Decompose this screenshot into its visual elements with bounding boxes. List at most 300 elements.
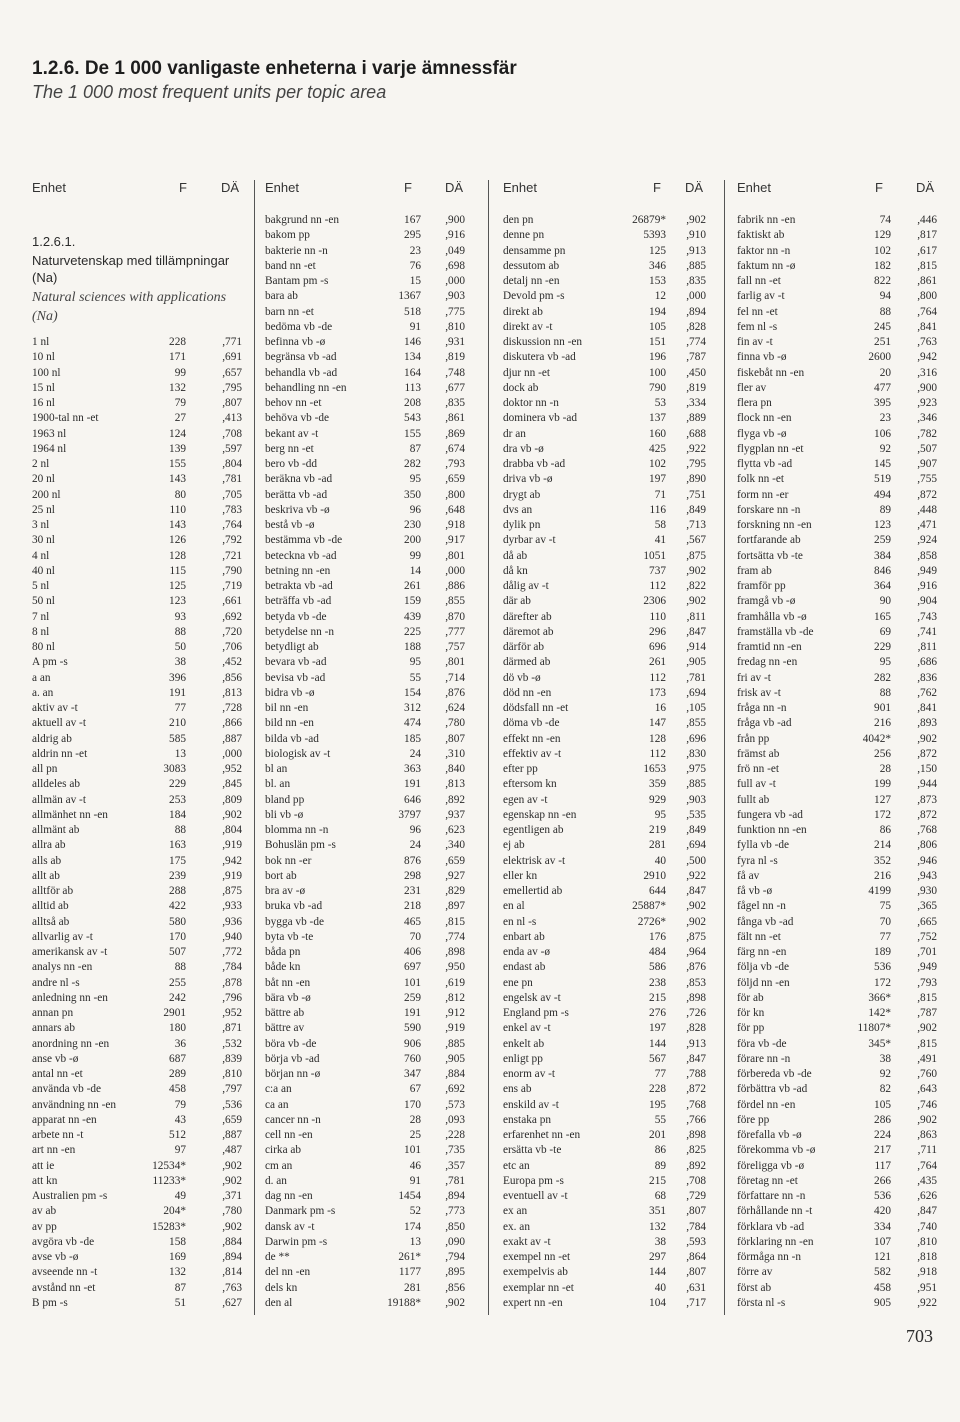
entry-row: [725, 1265, 937, 1280]
entry-word: ca an: [265, 1098, 289, 1111]
entry-frequency: 219: [649, 824, 666, 836]
entry-dispersion: ,000: [445, 275, 465, 287]
entry-frequency: 582: [874, 1266, 891, 1279]
entry-word: fyra nl -s: [737, 854, 778, 867]
entry-frequency: 191: [169, 686, 186, 699]
entry-dispersion: ,916: [917, 580, 937, 592]
entry-word: dylik pn: [503, 519, 541, 531]
entry-dispersion: ,818: [917, 1251, 937, 1263]
entry-word: betydligt ab: [265, 641, 319, 653]
entry-frequency: 214: [874, 839, 891, 852]
entry-dispersion: ,766: [686, 1113, 706, 1126]
entry-row: [725, 838, 937, 853]
entry-dispersion: ,346: [917, 412, 937, 425]
entry-dispersion: ,952: [222, 1007, 242, 1019]
entry-word: dock ab: [503, 381, 539, 394]
entry-frequency: 125: [649, 244, 666, 257]
entry-list: [725, 213, 937, 1311]
entry-dispersion: ,918: [917, 1266, 937, 1279]
entry-row: [255, 1189, 475, 1204]
entry-frequency: 24: [409, 839, 421, 852]
entry-dispersion: ,717: [686, 1296, 706, 1309]
entry-row: [255, 366, 475, 381]
entry-word: fram ab: [737, 564, 772, 577]
entry-row: [489, 1021, 717, 1036]
entry-word: 5 nl: [32, 580, 50, 592]
entry-row: [725, 228, 937, 243]
entry-frequency: 67: [409, 1083, 421, 1096]
entry-frequency: 175: [169, 854, 186, 867]
entry-word: av ab: [32, 1205, 57, 1218]
entry-frequency: 12: [654, 290, 666, 303]
entry-dispersion: ,783: [222, 503, 242, 516]
entry-word: dr an: [503, 427, 526, 440]
entry-row: [255, 1006, 475, 1021]
entry-dispersion: ,933: [222, 900, 242, 913]
entry-frequency: 590: [404, 1022, 421, 1035]
entry-word: betning nn -en: [265, 564, 331, 577]
entry-row: [725, 610, 937, 625]
entry-frequency: 132: [169, 381, 186, 394]
entry-frequency: 143: [169, 519, 186, 531]
entry-word: bekant av -t: [265, 427, 319, 440]
entry-word: 200 nl: [32, 488, 61, 501]
entry-row: [255, 396, 475, 411]
entry-row: [30, 503, 242, 518]
entry-word: dödsfall nn -et: [503, 702, 569, 714]
entry-word: alltid ab: [32, 900, 69, 913]
entry-row: [255, 747, 475, 762]
entry-row: [30, 808, 242, 823]
entry-word: fabrik nn -en: [737, 214, 796, 226]
entry-dispersion: ,726: [686, 1007, 706, 1019]
entry-dispersion: ,781: [222, 473, 242, 486]
entry-frequency: 176: [649, 930, 666, 943]
entry-row: [725, 655, 937, 670]
entry-dispersion: ,917: [445, 534, 465, 547]
entry-dispersion: ,694: [686, 839, 706, 852]
entry-word: exemplar nn -et: [503, 1281, 574, 1294]
entry-dispersion: ,847: [686, 625, 706, 638]
entry-word: fråga vb -ad: [737, 717, 792, 730]
entry-dispersion: ,817: [917, 229, 937, 242]
entry-row: [725, 472, 937, 487]
entry-word: bakom pp: [265, 229, 310, 242]
entry-row: [725, 976, 937, 991]
entry-frequency: 129: [874, 229, 891, 242]
entry-dispersion: ,861: [917, 275, 937, 287]
entry-frequency: 543: [404, 412, 421, 425]
header-unit: Enhet: [265, 180, 299, 195]
entry-dispersion: ,864: [686, 1251, 706, 1263]
entry-word: frö nn -et: [737, 763, 780, 775]
entry-dispersion: ,795: [222, 381, 242, 394]
entry-row: [255, 427, 475, 442]
entry-dispersion: ,626: [917, 1190, 937, 1202]
entry-row: [489, 869, 717, 884]
entry-row: [30, 549, 242, 564]
entry-word: c:a an: [265, 1083, 292, 1096]
entry-dispersion: ,371: [222, 1190, 242, 1202]
section-title-en: Natural sciences with applications (Na): [32, 290, 227, 324]
entry-row: [489, 960, 717, 975]
entry-frequency: 43: [174, 1113, 186, 1126]
entry-word: frisk av -t: [737, 686, 781, 699]
entry-row: [725, 1281, 937, 1296]
entry-dispersion: ,952: [222, 763, 242, 775]
entry-dispersion: ,898: [686, 1129, 706, 1141]
entry-dispersion: ,878: [222, 976, 242, 989]
entry-frequency: 142*: [868, 1007, 891, 1019]
entry-word: behandla vb -ad: [265, 366, 338, 379]
entry-row: [489, 488, 717, 503]
entry-frequency: 144: [649, 1037, 666, 1050]
header-unit: Enhet: [737, 180, 771, 195]
entry-word: flock nn -en: [737, 412, 792, 425]
entry-dispersion: ,774: [686, 336, 706, 348]
entry-frequency: 363: [404, 763, 421, 775]
entry-row: [489, 1037, 717, 1052]
entry-word: flyga vb -ø: [737, 427, 787, 440]
entry-dispersion: ,705: [222, 488, 242, 501]
entry-dispersion: ,748: [445, 366, 465, 379]
entry-frequency: 229: [874, 641, 891, 653]
entry-dispersion: ,804: [222, 824, 242, 836]
entry-dispersion: ,093: [445, 1113, 465, 1126]
entry-frequency: 80: [174, 488, 186, 501]
entry-frequency: 230: [404, 519, 421, 531]
entry-frequency: 110: [649, 610, 666, 623]
entry-frequency: 281: [404, 1281, 421, 1294]
entry-row: [30, 1265, 242, 1280]
entry-row: [255, 1037, 475, 1052]
entry-word: enstaka pn: [503, 1113, 551, 1126]
entry-row: [725, 1067, 937, 1082]
entry-frequency: 74: [879, 214, 891, 226]
entry-frequency: 295: [404, 229, 421, 242]
entry-row: [725, 213, 937, 228]
entry-frequency: 194: [649, 305, 666, 318]
entry-frequency: 384: [874, 549, 891, 562]
entry-frequency: 687: [169, 1052, 186, 1065]
entry-word: betyda vb -de: [265, 610, 327, 623]
entry-word: förklara vb -ad: [737, 1220, 805, 1233]
entry-word: framtid nn -en: [737, 641, 802, 653]
entry-dispersion: ,806: [917, 839, 937, 852]
entry-dispersion: ,946: [917, 854, 937, 867]
entry-frequency: 89: [879, 503, 891, 516]
entry-dispersion: ,902: [686, 595, 706, 608]
entry-dispersion: ,755: [917, 473, 937, 486]
entry-dispersion: ,692: [222, 610, 242, 623]
entry-row: [725, 503, 937, 518]
entry-frequency: 347: [404, 1068, 421, 1080]
entry-row: [725, 671, 937, 686]
entry-row: [30, 915, 242, 930]
entry-row: [255, 1143, 475, 1158]
entry-word: fem nl -s: [737, 320, 778, 333]
entry-dispersion: ,780: [222, 1205, 242, 1218]
entry-word: 8 nl: [32, 625, 50, 638]
entry-frequency: 46: [409, 1159, 421, 1172]
entry-frequency: 905: [874, 1296, 891, 1309]
entry-frequency: 132: [649, 1220, 666, 1233]
entry-row: [489, 701, 717, 716]
entry-row: [489, 610, 717, 625]
entry-row: [725, 594, 937, 609]
entry-row: [489, 1098, 717, 1113]
column-3: [488, 180, 717, 1315]
entry-frequency: 334: [874, 1220, 891, 1233]
entry-frequency: 87: [174, 1281, 186, 1294]
entry-word: drygt ab: [503, 488, 541, 501]
entry-word: enkel av -t: [503, 1022, 551, 1035]
entry-dispersion: ,872: [686, 1083, 706, 1096]
entry-frequency: 27: [174, 412, 186, 425]
entry-dispersion: ,835: [686, 275, 706, 287]
entry-word: 20 nl: [32, 473, 55, 486]
entry-frequency: 5393: [643, 229, 666, 242]
entry-frequency: 197: [649, 1022, 666, 1035]
entry-word: befinna vb -ø: [265, 336, 326, 348]
entry-dispersion: ,764: [917, 305, 937, 318]
entry-dispersion: ,365: [917, 900, 937, 913]
entry-word: exakt av -t: [503, 1235, 551, 1248]
entry-row: [489, 1128, 717, 1143]
entry-frequency: 96: [409, 824, 421, 836]
entry-word: beskriva vb -ø: [265, 503, 330, 516]
entry-row: [489, 274, 717, 289]
entry-word: för pp: [737, 1022, 765, 1035]
entry-row: [30, 518, 242, 533]
entry-word: behöva vb -de: [265, 412, 329, 425]
entry-word: bära vb -ø: [265, 991, 311, 1004]
entry-row: [489, 671, 717, 686]
entry-frequency: 259: [874, 534, 891, 547]
entry-frequency: 218: [404, 900, 421, 913]
entry-dispersion: ,000: [445, 564, 465, 577]
entry-frequency: 124: [169, 427, 186, 440]
entry-row: [725, 533, 937, 548]
entry-frequency: 165: [874, 610, 891, 623]
entry-row: [255, 884, 475, 899]
page-subheading: The 1 000 most frequent units per topic area: [32, 82, 387, 102]
entry-frequency: 121: [874, 1251, 891, 1263]
entry-frequency: 55: [409, 671, 421, 684]
entry-frequency: 519: [874, 473, 891, 486]
entry-row: [489, 686, 717, 701]
entry-frequency: 99: [174, 366, 186, 379]
entry-dispersion: ,902: [445, 1296, 465, 1309]
entry-word: England pm -s: [503, 1007, 569, 1019]
entry-dispersion: ,923: [917, 397, 937, 409]
entry-frequency: 346: [649, 259, 666, 272]
entry-frequency: 126: [169, 534, 186, 547]
entry-dispersion: ,942: [917, 351, 937, 364]
entry-frequency: 146: [404, 336, 421, 348]
entry-frequency: 208: [404, 397, 421, 409]
entry-frequency: 158: [169, 1235, 186, 1248]
entry-row: [30, 335, 242, 350]
entry-row: [30, 747, 242, 762]
entry-row: [489, 381, 717, 396]
entry-dispersion: ,951: [917, 1281, 937, 1294]
entry-word: alltför ab: [32, 885, 74, 897]
entry-row: [255, 1204, 475, 1219]
entry-frequency: 70: [879, 915, 891, 928]
entry-dispersion: ,870: [445, 610, 465, 623]
entry-dispersion: ,916: [445, 229, 465, 242]
entry-frequency: 196: [649, 351, 666, 364]
title-block: [32, 58, 517, 103]
entry-word: djur nn -et: [503, 366, 551, 379]
entry-dispersion: ,919: [222, 839, 242, 852]
entry-row: [489, 244, 717, 259]
entry-frequency: 127: [874, 793, 891, 806]
entry-frequency: 24: [409, 747, 421, 760]
entry-row: [255, 335, 475, 350]
entry-frequency: 172: [874, 976, 891, 989]
entry-word: förekomma vb -ø: [737, 1144, 816, 1157]
entry-dispersion: ,800: [917, 290, 937, 303]
entry-row: [30, 1128, 242, 1143]
entry-frequency: 105: [874, 1098, 891, 1111]
entry-dispersion: ,711: [917, 1144, 937, 1157]
entry-row: [725, 915, 937, 930]
entry-row: [255, 945, 475, 960]
entry-dispersion: ,943: [917, 869, 937, 882]
entry-dispersion: ,889: [686, 412, 706, 425]
entry-frequency: 697: [404, 961, 421, 974]
entry-word: bestå vb -ø: [265, 519, 315, 531]
entry-frequency: 40: [654, 1281, 666, 1294]
entry-frequency: 23: [409, 244, 421, 257]
entry-row: [30, 1113, 242, 1128]
entry-word: 15 nl: [32, 381, 55, 394]
entry-frequency: 132: [169, 1266, 186, 1279]
column-header: [489, 180, 717, 196]
entry-word: cirka ab: [265, 1144, 302, 1157]
entry-frequency: 298: [404, 869, 421, 882]
entry-word: aktiv av -t: [32, 702, 78, 714]
entry-dispersion: ,764: [917, 1159, 937, 1172]
entry-word: att ie: [32, 1159, 55, 1172]
entry-dispersion: ,918: [445, 519, 465, 531]
entry-word: Europa pm -s: [503, 1174, 564, 1187]
entry-frequency: 128: [649, 732, 666, 745]
entry-word: faktiskt ab: [737, 229, 785, 242]
entry-frequency: 41: [654, 534, 666, 547]
entry-dispersion: ,797: [222, 1083, 242, 1096]
entry-row: [725, 518, 937, 533]
entry-row: [255, 671, 475, 686]
entry-frequency: 25887*: [632, 900, 666, 913]
entry-row: [725, 1082, 937, 1097]
entry-dispersion: ,090: [445, 1235, 465, 1248]
entry-frequency: 195: [649, 1098, 666, 1111]
entry-dispersion: ,975: [686, 763, 706, 775]
entry-frequency: 567: [649, 1052, 666, 1065]
entry-frequency: 71: [654, 488, 666, 501]
entry-row: [30, 1281, 242, 1296]
entry-frequency: 512: [169, 1129, 186, 1141]
entry-word: B pm -s: [32, 1296, 68, 1309]
entry-word: de **: [265, 1251, 290, 1263]
entry-dispersion: ,949: [917, 961, 937, 974]
entry-row: [30, 427, 242, 442]
entry-word: ex. an: [503, 1220, 530, 1233]
entry-word: 3 nl: [32, 519, 50, 531]
entry-row: [725, 457, 937, 472]
entry-word: främst ab: [737, 747, 780, 760]
entry-word: fungera vb -ad: [737, 808, 803, 821]
entry-row: [725, 686, 937, 701]
entry-row: [725, 350, 937, 365]
entry-dispersion: ,829: [445, 885, 465, 897]
entry-word: etc an: [503, 1159, 530, 1172]
entry-dispersion: ,861: [445, 412, 465, 425]
entry-row: [489, 427, 717, 442]
entry-dispersion: ,847: [686, 885, 706, 897]
entry-dispersion: ,743: [917, 610, 937, 623]
section-title-sv: Naturvetenskap med tillämpningar (Na): [32, 253, 230, 285]
entry-frequency: 289: [169, 1068, 186, 1080]
entry-row: [725, 259, 937, 274]
entry-frequency: 231: [404, 885, 421, 897]
entry-word: bakgrund nn -en: [265, 214, 340, 226]
entry-dispersion: ,839: [222, 1052, 242, 1065]
entry-frequency: 68: [654, 1190, 666, 1202]
entry-dispersion: ,500: [686, 854, 706, 867]
entry-row: [489, 533, 717, 548]
entry-word: 2 nl: [32, 458, 50, 470]
entry-frequency: 91: [409, 320, 421, 333]
entry-row: [30, 1098, 242, 1113]
entry-dispersion: ,902: [686, 214, 706, 226]
entry-word: 80 nl: [32, 641, 55, 653]
entry-word: forskare nn -n: [737, 503, 801, 516]
entry-frequency: 53: [654, 397, 666, 409]
entry-row: [30, 884, 242, 899]
entry-row: [255, 579, 475, 594]
entry-frequency: 286: [874, 1113, 891, 1126]
entry-frequency: 117: [874, 1159, 891, 1172]
entry-row: [30, 793, 242, 808]
entry-dispersion: ,751: [686, 488, 706, 501]
entry-word: elektrisk av -t: [503, 854, 566, 867]
entry-row: [489, 915, 717, 930]
entry-frequency: 112: [649, 747, 666, 760]
entry-row: [255, 1220, 475, 1235]
entry-row: [489, 335, 717, 350]
entry-dispersion: ,810: [445, 320, 465, 333]
entry-row: [725, 442, 937, 457]
entry-frequency: 58: [654, 519, 666, 531]
entry-word: andre nl -s: [32, 976, 80, 989]
entry-dispersion: ,763: [222, 1281, 242, 1294]
entry-row: [489, 655, 717, 670]
entry-word: cancer nn -n: [265, 1113, 321, 1126]
entry-frequency: 91: [409, 1174, 421, 1187]
entry-frequency: 50: [174, 641, 186, 653]
entry-frequency: 484: [649, 946, 666, 958]
entry-dispersion: ,912: [445, 1007, 465, 1019]
entry-dispersion: ,902: [222, 808, 242, 821]
entry-frequency: 312: [404, 702, 421, 714]
entry-row: [725, 1235, 937, 1250]
entry-row: [255, 320, 475, 335]
entry-dispersion: ,894: [222, 1251, 242, 1263]
